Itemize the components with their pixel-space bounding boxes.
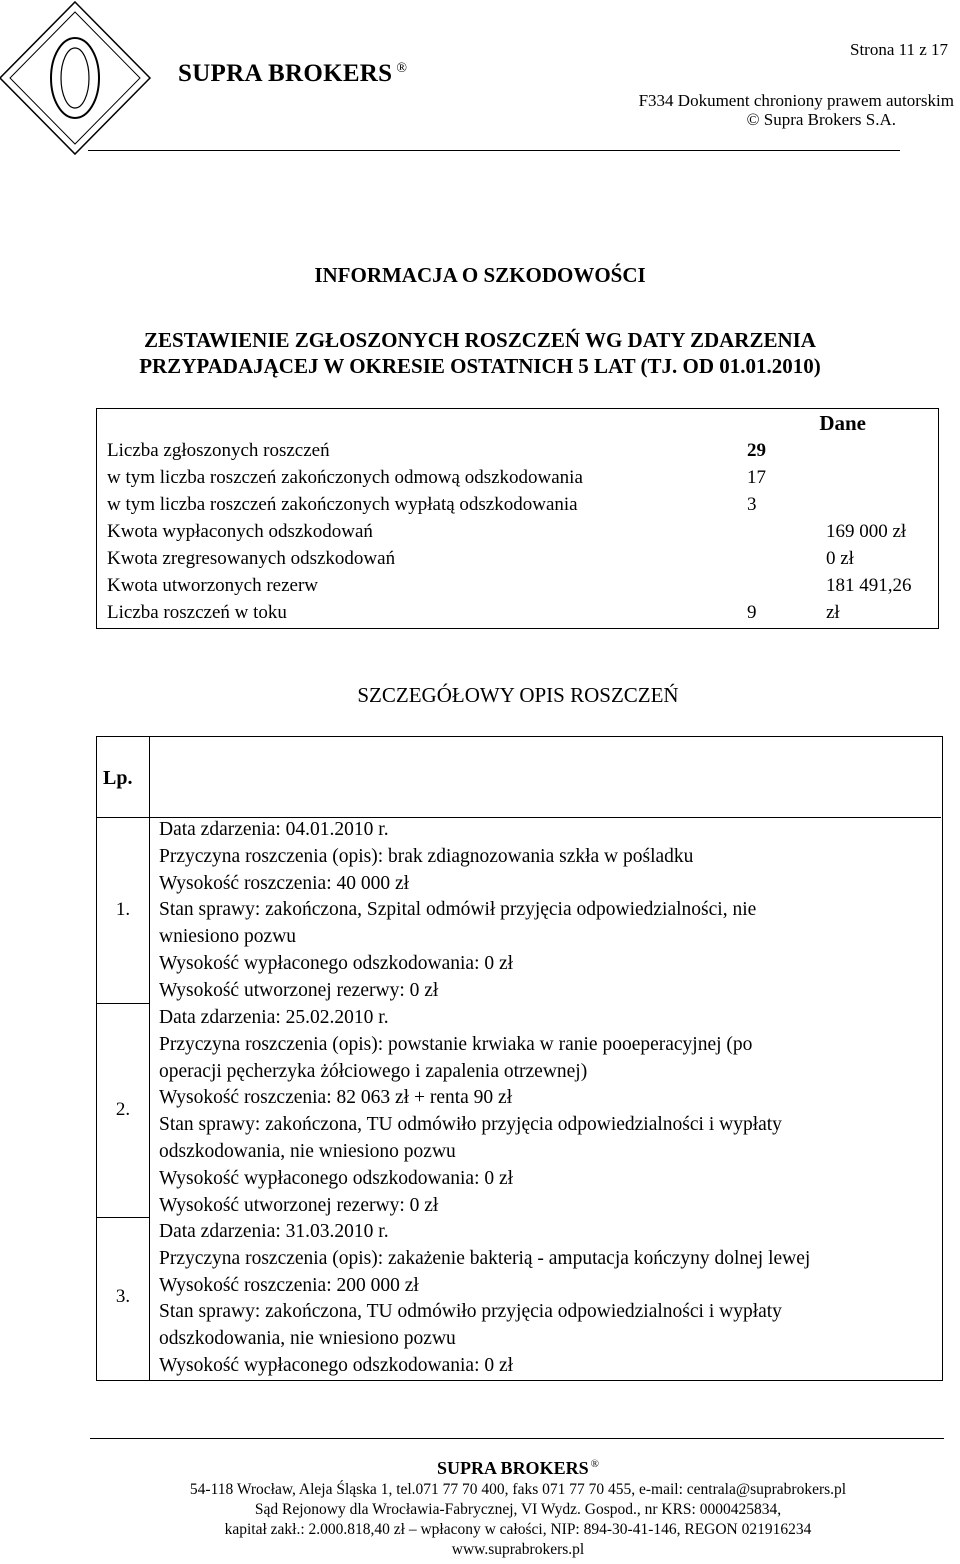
document-code: F334 Dokument chroniony prawem autorskim bbox=[638, 91, 954, 110]
subtitle-line: PRZYPADAJĄCEJ W OKRESIE OSTATNICH 5 LAT (TJ. OD 01.01.2010) bbox=[139, 354, 821, 378]
footer-brand: SUPRA BROKERS ® bbox=[437, 1458, 599, 1478]
claim-line: Data zdarzenia: 31.03.2010 r. bbox=[159, 1221, 389, 1242]
summary-table bbox=[96, 408, 939, 629]
header-brand: SUPRA BROKERS ® bbox=[178, 60, 408, 87]
claim-line: Wysokość wypłaconego odszkodowania: 0 zł bbox=[159, 952, 514, 974]
claim-line: Wysokość utworzonej rezerwy: 0 zł bbox=[159, 1194, 439, 1216]
copyright-notice: © Supra Brokers S.A. bbox=[746, 110, 896, 129]
claim-line: Wysokość roszczenia: 82 063 zł + renta 90 zł bbox=[159, 1087, 513, 1109]
summary-row bbox=[107, 545, 927, 572]
claim-line: odszkodowania, nie wniesiono pozwu bbox=[159, 1328, 456, 1350]
summary-value: 29 bbox=[747, 440, 766, 461]
row-divider bbox=[97, 1217, 149, 1218]
claim-description bbox=[159, 1005, 939, 1219]
summary-label: w tym liczba roszczeń zakończonych odmową odszkodowania bbox=[107, 467, 583, 488]
summary-label: Kwota wypłaconych odszkodowań bbox=[107, 521, 373, 542]
page-title: INFORMACJA O SZKODOWOŚCI bbox=[314, 263, 646, 287]
summary-row bbox=[107, 491, 927, 518]
page-subtitle bbox=[0, 327, 960, 379]
registered-mark: ® bbox=[396, 60, 408, 76]
claim-number: 2. bbox=[115, 1099, 131, 1120]
summary-label: Kwota utworzonych rezerw bbox=[107, 575, 319, 596]
claim-line: Data zdarzenia: 25.02.2010 r. bbox=[159, 1007, 389, 1028]
footer-website: www.suprabrokers.pl bbox=[451, 1541, 585, 1558]
summary-row bbox=[107, 464, 927, 491]
header-divider bbox=[88, 150, 900, 151]
claim-number: 1. bbox=[115, 899, 131, 920]
claim-line: Data zdarzenia: 04.01.2010 r. bbox=[159, 819, 389, 840]
footer-court-registration: Sąd Rejonowy dla Wrocławia-Fabrycznej, VI Wydz. Gospod., nr KRS: 0000425834, bbox=[254, 1501, 782, 1518]
summary-row bbox=[107, 599, 927, 626]
footer-capital-info: kapitał zakł.: 2.000.818,40 zł – wpłacony w całości, NIP: 894-30-41-146, REGON 021916234 bbox=[224, 1521, 812, 1538]
summary-label: Kwota zregresowanych odszkodowań bbox=[107, 548, 396, 569]
summary-value: 0 zł bbox=[826, 548, 854, 569]
footer-divider bbox=[90, 1438, 944, 1439]
claim-line: Wysokość wypłaconego odszkodowania: 0 zł bbox=[159, 1167, 514, 1189]
claim-line: Stan sprawy: zakończona, Szpital odmówił przyjęcia odpowiedzialności, nie bbox=[159, 899, 757, 921]
claim-line: wniesiono pozwu bbox=[159, 926, 297, 948]
lp-header: Lp. bbox=[103, 767, 133, 789]
claim-line: operacji pęcherzyka żółciowego i zapalenia otrzewnej) bbox=[159, 1060, 588, 1082]
summary-label: Liczba zgłoszonych roszczeń bbox=[107, 440, 330, 461]
claim-line: odszkodowania, nie wniesiono pozwu bbox=[159, 1140, 456, 1162]
claim-line: Wysokość roszczenia: 40 000 zł bbox=[159, 872, 410, 894]
page-number: Strona 11 z 17 bbox=[850, 40, 949, 59]
claim-line: Wysokość roszczenia: 200 000 zł bbox=[159, 1274, 419, 1296]
summary-value: 181 491,26 zł bbox=[826, 575, 912, 623]
summary-header: Dane bbox=[819, 411, 866, 435]
claim-line: Stan sprawy: zakończona, TU odmówiło przyjęcia odpowiedzialności i wypłaty bbox=[159, 1114, 782, 1136]
summary-value: 3 bbox=[747, 494, 757, 515]
claims-table bbox=[96, 736, 943, 1381]
section-title: SZCZEGÓŁOWY OPIS ROSZCZEŃ bbox=[357, 683, 679, 707]
subtitle-line: ZESTAWIENIE ZGŁOSZONYCH ROSZCZEŃ WG DATY ZDARZENIA bbox=[144, 328, 816, 352]
footer-address: 54-118 Wrocław, Aleja Śląska 1, tel.071 77 70 400, faks 071 77 70 455, e-mail: centrala@suprabrokers.pl bbox=[189, 1481, 847, 1498]
claim-line: Stan sprawy: zakończona, TU odmówiło przyjęcia odpowiedzialności i wypłaty bbox=[159, 1301, 782, 1323]
registered-mark: ® bbox=[590, 1458, 599, 1470]
summary-label: w tym liczba roszczeń zakończonych wypłatą odszkodowania bbox=[107, 494, 578, 515]
claim-line: Przyczyna roszczenia (opis): brak zdiagnozowania szkła w pośladku bbox=[159, 845, 694, 867]
column-divider bbox=[149, 737, 150, 1380]
summary-value: 169 000 zł bbox=[826, 521, 907, 542]
claim-number: 3. bbox=[115, 1286, 131, 1307]
row-divider bbox=[97, 1003, 149, 1004]
claim-description bbox=[159, 817, 939, 1005]
summary-row bbox=[107, 437, 927, 464]
claim-line: Wysokość utworzonej rezerwy: 0 zł bbox=[159, 979, 439, 1001]
summary-label: Liczba roszczeń w toku bbox=[107, 602, 287, 623]
summary-value: 17 bbox=[747, 467, 766, 488]
claim-line: Wysokość wypłaconego odszkodowania: 0 zł bbox=[159, 1354, 514, 1376]
summary-row bbox=[107, 518, 927, 545]
summary-value: 9 bbox=[747, 602, 757, 623]
claim-description bbox=[159, 1219, 939, 1380]
supra-brokers-logo-icon bbox=[0, 0, 170, 160]
claim-line: Przyczyna roszczenia (opis): powstanie krwiaka w ranie pooeperacyjnej (po bbox=[159, 1033, 753, 1055]
claim-line: Przyczyna roszczenia (opis): zakażenie bakterią - amputacja kończyny dolnej lewej bbox=[159, 1247, 811, 1269]
